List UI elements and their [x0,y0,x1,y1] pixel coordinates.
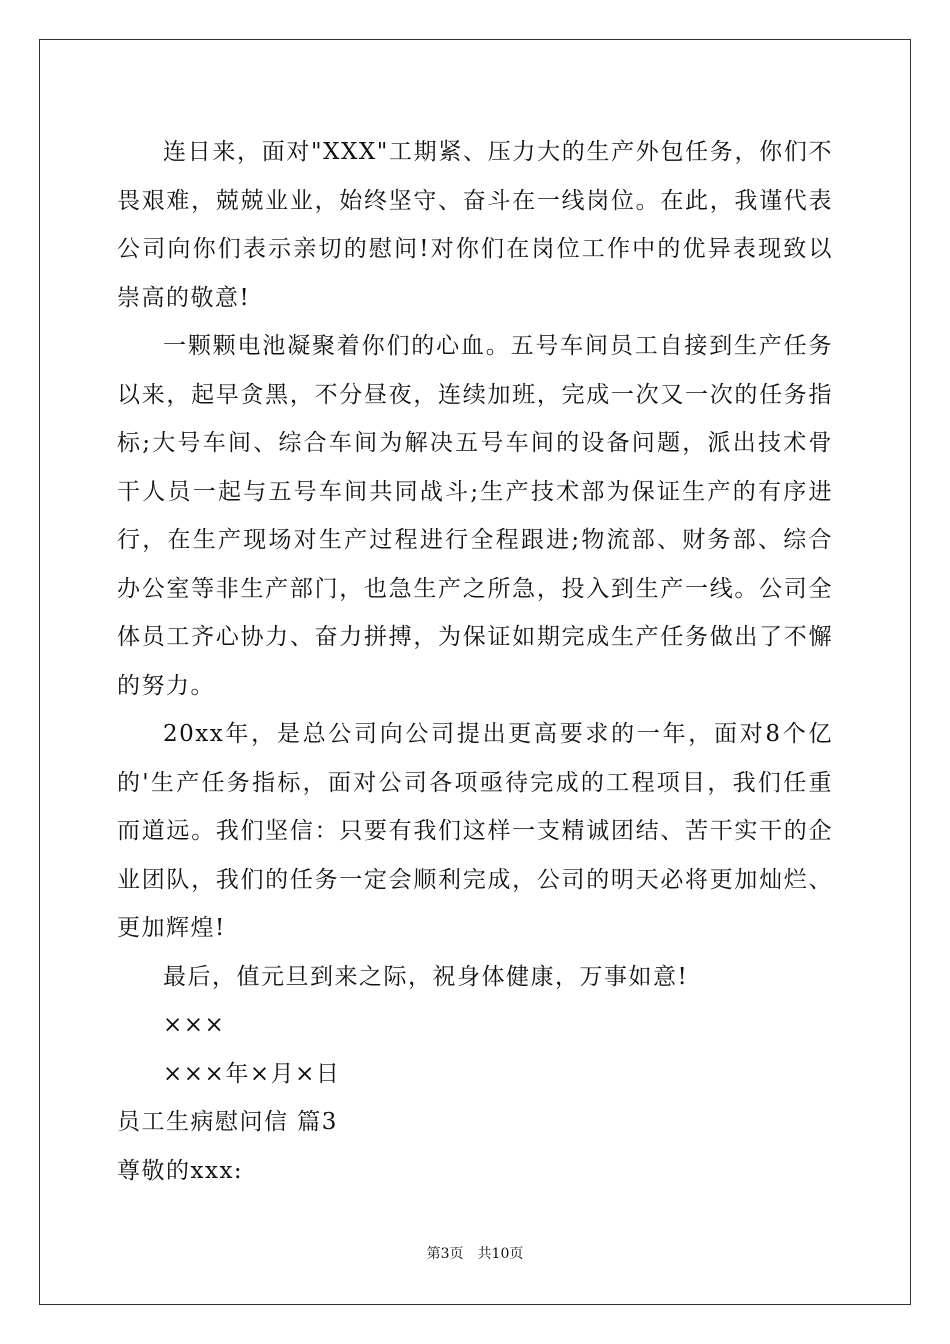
signature: ××× [163,1012,226,1038]
paragraph-2: 一颗颗电池凝聚着你们的心血。五号车间员工自接到生产任务以来，起早贪黑，不分昼夜，连续加班，完成一次又一次的任务指标;大号车间、综合车间为解决五号车间的设备问题，派出技术骨干人员一起与五号车间共同战斗;生产技术部为保证生产的有序进行，在生产现场对生产过程进行全程跟进;物流部、财务部、综合办公室等非生产部门，也急生产之所急，投入到生产一线。公司全体员工齐心协力、奋力拼搏，为保证如期完成生产任务做出了不懈的努力。 [117,333,833,699]
section-title: 员工生病慰问信 篇3 [117,1109,338,1135]
paragraph-3: 20xx年，是总公司向公司提出更高要求的一年，面对8个亿的'生产任务指标，面对公司各项亟待完成的工程项目，我们任重而道远。我们坚信：只要有我们这样一支精诚团结、苦干实干的企业团队，我们的任务一定会顺利完成，公司的明天必将更加灿烂、更加辉煌! [117,721,833,941]
document-body [117,128,833,1195]
salutation: 尊敬的xxx: [117,1157,244,1184]
page-total: 共10页 [477,1246,524,1262]
page-number: 第3页 [426,1246,464,1262]
paragraph-4: 最后，值元旦到来之际，祝身体健康，万事如意! [163,963,689,990]
paragraph-1: 连日来，面对"XXX"工期紧、压力大的生产外包任务，你们不畏艰难，兢兢业业，始终坚守、奋斗在一线岗位。在此，我谨代表公司向你们表示亲切的慰问!对你们在岗位工作中的优异表现致以崇高的敬意! [117,139,833,311]
date-line: ×××年×月×日 [163,1060,341,1087]
page-footer [0,1243,950,1263]
